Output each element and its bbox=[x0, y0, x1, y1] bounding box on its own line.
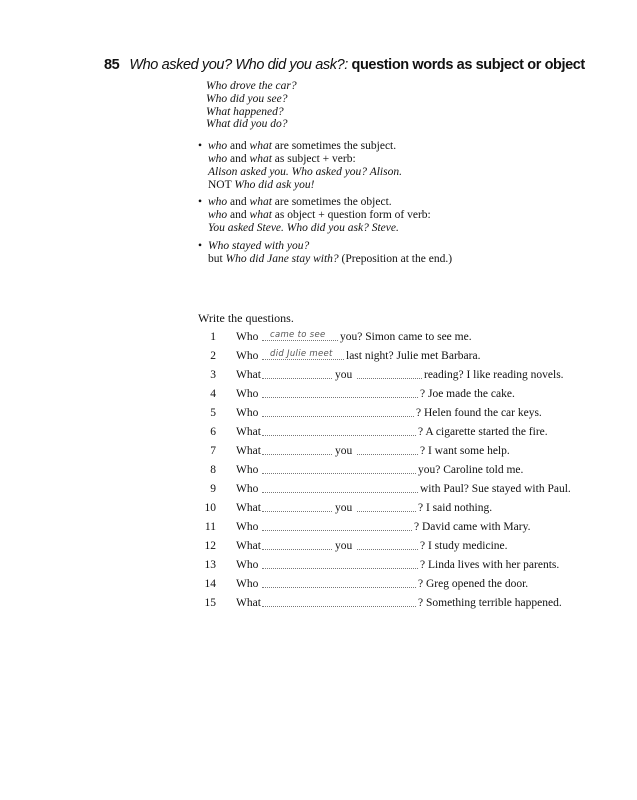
note-text: NOT bbox=[208, 179, 235, 191]
answer-blank[interactable] bbox=[357, 549, 418, 550]
page-title bbox=[104, 57, 585, 73]
question-answer-text: ? David came with Mary. bbox=[414, 521, 531, 533]
question-answer-text: ? A cigarette started the fire. bbox=[418, 426, 548, 438]
question-answer-text: ? Joe made the cake. bbox=[420, 388, 515, 400]
exercise-instruction: Write the questions. bbox=[198, 311, 294, 325]
handwritten-answer: did Julie meet bbox=[270, 349, 333, 359]
question-number: 7 bbox=[210, 445, 216, 457]
note-preposition bbox=[198, 240, 452, 266]
question-answer-text: ? Greg opened the door. bbox=[418, 578, 529, 590]
note-text: who bbox=[208, 209, 228, 221]
example-questions bbox=[206, 80, 297, 131]
question-word: Who bbox=[236, 464, 259, 476]
question-answer-text: reading? I like reading novels. bbox=[424, 369, 564, 381]
question-number: 1 bbox=[210, 331, 216, 343]
exercise-question bbox=[210, 387, 610, 401]
note-text: and bbox=[227, 140, 250, 152]
answer-blank[interactable] bbox=[262, 378, 332, 379]
note-text: Who stayed with you? bbox=[208, 240, 310, 252]
answer-blank[interactable] bbox=[262, 435, 416, 436]
question-number: 15 bbox=[204, 597, 216, 609]
question-word: What bbox=[236, 597, 261, 609]
question-word: What bbox=[236, 426, 261, 438]
question-number: 2 bbox=[210, 350, 216, 362]
answer-blank[interactable] bbox=[262, 549, 332, 550]
question-number: 4 bbox=[210, 388, 216, 400]
bullet-icon: • bbox=[198, 240, 203, 252]
note-text: Who did Jane stay with? bbox=[225, 253, 339, 265]
question-answer-text: ? Helen found the car keys. bbox=[416, 407, 542, 419]
question-number: 13 bbox=[204, 559, 216, 571]
exercise-question bbox=[204, 520, 610, 534]
note-text: but bbox=[208, 253, 226, 265]
exercise-question bbox=[204, 577, 610, 591]
question-subject: you bbox=[335, 502, 353, 514]
question-word: Who bbox=[236, 578, 259, 590]
note-text: who bbox=[208, 140, 228, 152]
note-text: as subject + verb: bbox=[271, 153, 356, 165]
note-text: are sometimes the subject. bbox=[271, 140, 397, 152]
example-line: Who drove the car? bbox=[206, 80, 297, 92]
unit-number: 85 bbox=[104, 57, 120, 73]
exercise-question bbox=[204, 596, 610, 610]
question-word: Who bbox=[236, 407, 259, 419]
answer-blank[interactable] bbox=[262, 511, 332, 512]
question-number: 11 bbox=[204, 521, 216, 533]
question-word: What bbox=[236, 369, 261, 381]
exercise-question bbox=[210, 406, 610, 420]
answer-blank[interactable] bbox=[357, 511, 416, 512]
exercise-question bbox=[204, 501, 610, 515]
question-number: 8 bbox=[210, 464, 216, 476]
question-word: Who bbox=[236, 521, 259, 533]
question-word: Who bbox=[236, 331, 259, 343]
question-word: Who bbox=[236, 388, 259, 400]
exercise-question bbox=[210, 368, 610, 382]
question-answer-text: ? I want some help. bbox=[420, 445, 510, 457]
note-text: who bbox=[208, 153, 228, 165]
exercise-question bbox=[210, 330, 610, 344]
question-answer-text: with Paul? Sue stayed with Paul. bbox=[420, 483, 571, 495]
exercise-question bbox=[204, 539, 610, 553]
title-italic: Who asked you? Who did you ask?: bbox=[129, 57, 348, 73]
question-word: Who bbox=[236, 483, 259, 495]
answer-blank[interactable] bbox=[357, 378, 422, 379]
question-answer-text: ? Linda lives with her parents. bbox=[420, 559, 560, 571]
bullet-icon: • bbox=[198, 196, 203, 208]
answer-blank[interactable] bbox=[262, 530, 412, 531]
note-subject bbox=[198, 140, 402, 192]
example-line: What happened? bbox=[206, 105, 284, 118]
question-number: 10 bbox=[204, 502, 216, 514]
question-answer-text: ? Something terrible happened. bbox=[418, 597, 562, 609]
question-number: 14 bbox=[204, 578, 216, 590]
question-answer-text: ? I said nothing. bbox=[418, 502, 493, 514]
note-text: You asked Steve. Who did you ask? Steve. bbox=[208, 222, 399, 234]
question-answer-text: last night? Julie met Barbara. bbox=[346, 350, 481, 362]
question-word: What bbox=[236, 540, 261, 552]
example-line: Who did you see? bbox=[206, 92, 288, 105]
note-text: and bbox=[227, 209, 250, 221]
question-number: 12 bbox=[204, 540, 216, 552]
handwritten-answer: came to see bbox=[270, 330, 326, 340]
bullet-icon: • bbox=[198, 140, 203, 152]
exercise-question bbox=[210, 482, 610, 496]
note-text: what bbox=[249, 196, 272, 208]
example-line: What did you do? bbox=[206, 118, 288, 131]
question-answer-text: you? Caroline told me. bbox=[418, 464, 524, 476]
exercise-question bbox=[210, 425, 610, 439]
question-number: 9 bbox=[210, 483, 216, 495]
title-bold: question words as subject or object bbox=[351, 57, 585, 73]
answer-blank[interactable] bbox=[262, 397, 418, 398]
answer-blank[interactable] bbox=[262, 492, 418, 493]
question-number: 3 bbox=[210, 369, 216, 381]
answer-blank[interactable] bbox=[262, 416, 414, 417]
note-text: and bbox=[227, 153, 250, 165]
note-text: what bbox=[249, 140, 272, 152]
answer-blank[interactable] bbox=[262, 568, 418, 569]
note-text: are sometimes the object. bbox=[271, 196, 392, 208]
question-answer-text: ? I study medicine. bbox=[420, 540, 508, 552]
question-word: Who bbox=[236, 350, 259, 362]
note-text: what bbox=[249, 209, 272, 221]
question-number: 6 bbox=[210, 426, 216, 438]
note-text: (Preposition at the end.) bbox=[338, 253, 453, 265]
question-answer-text: you? Simon came to see me. bbox=[340, 331, 472, 343]
answer-blank[interactable] bbox=[357, 454, 418, 455]
note-text: and bbox=[227, 196, 250, 208]
question-number: 5 bbox=[210, 407, 216, 419]
note-text: as object + question form of verb: bbox=[271, 209, 431, 221]
note-object bbox=[198, 196, 431, 235]
note-text: what bbox=[249, 153, 272, 165]
answer-blank[interactable] bbox=[262, 587, 416, 588]
exercise-question bbox=[204, 558, 610, 572]
note-text: Alison asked you. Who asked you? Alison. bbox=[208, 166, 402, 178]
question-word: Who bbox=[236, 559, 259, 571]
question-subject: you bbox=[335, 369, 353, 381]
question-subject: you bbox=[335, 540, 353, 552]
answer-blank[interactable] bbox=[262, 473, 416, 474]
note-text: who bbox=[208, 196, 228, 208]
exercise-question bbox=[210, 444, 610, 458]
answer-blank[interactable] bbox=[262, 454, 332, 455]
note-text: Who did ask you! bbox=[234, 179, 315, 191]
exercise-question bbox=[210, 463, 610, 477]
answer-blank[interactable] bbox=[262, 606, 416, 607]
question-word: What bbox=[236, 502, 261, 514]
exercise-question bbox=[210, 349, 610, 363]
question-word: What bbox=[236, 445, 261, 457]
question-subject: you bbox=[335, 445, 353, 457]
